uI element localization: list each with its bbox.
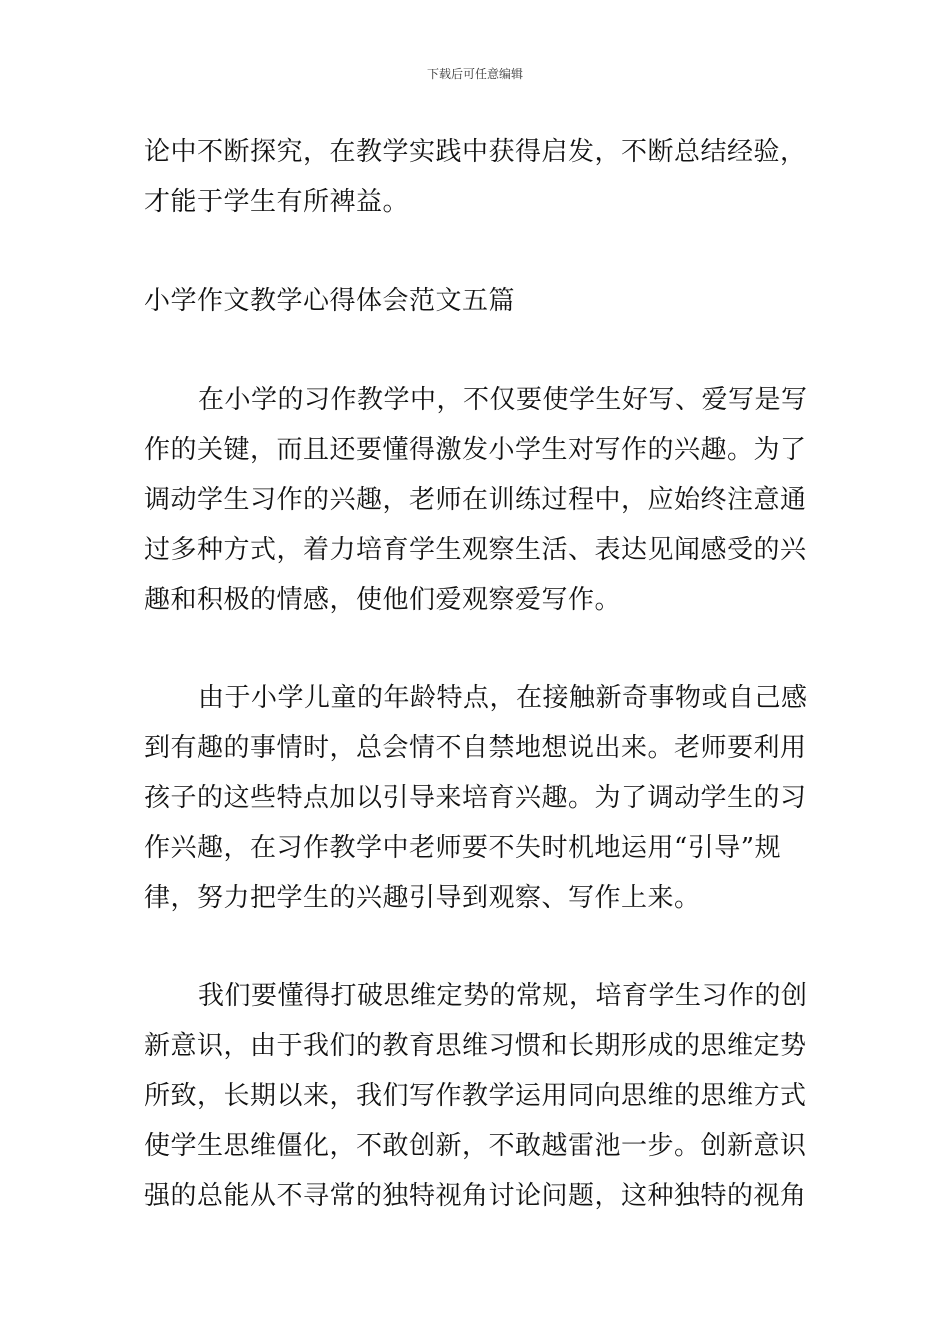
header-note: 下载后可任意编辑 bbox=[426, 67, 523, 81]
paragraph-1: 在小学的习作教学中，不仅要使学生好写、爱写是写作的关键，而且还要懂得激发小学生对写作的兴趣。为了调动学生习作的兴趣，老师在训练过程中，应始终注意通过多种方式，着力培育学生观察生活、表达见闻感受的兴趣和积极的情感，使他们爱观察爱写作。 bbox=[144, 385, 808, 615]
continuation-paragraph: 论中不断探究，在教学实践中获得启发，不断总结经验，才能于学生有所裨益。 bbox=[144, 137, 807, 217]
section-heading: 小学作文教学心得体会范文五篇 bbox=[144, 286, 516, 316]
paragraph-2: 由于小学儿童的年龄特点，在接触新奇事物或自己感到有趣的事情时，总会情不自禁地想说出来。老师要利用孩子的这些特点加以引导来培育兴趣。为了调动学生的习作兴趣，在习作教学中老师要不失时机地运用“引导”规律，努力把学生的兴趣引导到观察、写作上来。 bbox=[144, 683, 808, 913]
paragraph-3: 我们要懂得打破思维定势的常规，培育学生习作的创新意识，由于我们的教育思维习惯和长期形成的思维定势所致，长期以来，我们写作教学运用同向思维的思维方式使学生思维僵化，不敢创新，不敢越雷池一步。创新意识强的总能从不寻常的独特视角讨论问题，这种独特的视角 bbox=[144, 981, 808, 1211]
